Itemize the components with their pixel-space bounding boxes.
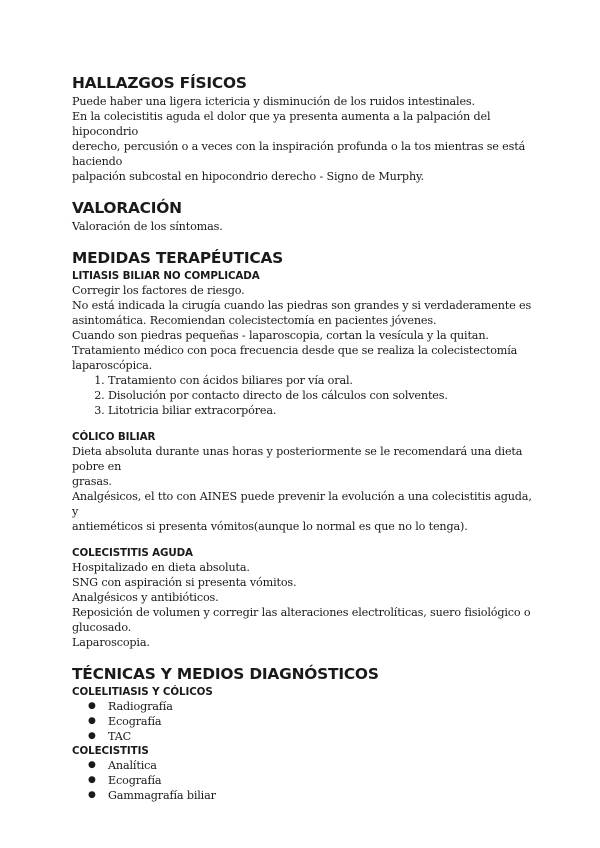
bullet-icon: ●	[88, 701, 96, 711]
subsection-title-colico: CÓLICO BILIAR	[72, 431, 156, 443]
paragraph: Puede haber una ligera ictericia y disminución de los ruidos intestinales.	[72, 95, 475, 108]
list-item: ● Ecografía	[88, 774, 162, 787]
paragraph: glucosado.	[72, 621, 132, 634]
section-title-hallazgos: HALLAZGOS FÍSICOS	[72, 74, 247, 92]
bullet-icon: ●	[88, 716, 96, 726]
paragraph: Analgésicos, el tto con AINES puede prevenir la evolución a una colecistitis aguda, y	[72, 490, 532, 518]
list-item: ● Analítica	[88, 759, 157, 772]
bullet-icon: ●	[88, 731, 96, 741]
paragraph: Reposición de volumen y corregir las alteraciones electrolíticas, suero fisiológico o	[72, 606, 531, 619]
section-title-medidas: MEDIDAS TERAPÉUTICAS	[72, 249, 284, 267]
list-item: ● Ecografía	[88, 715, 162, 728]
section-title-tecnicas: TÉCNICAS Y MEDIOS DIAGNÓSTICOS	[72, 665, 379, 683]
paragraph: En la colecistitis aguda el dolor que ya presenta aumenta a la palpación del hipocondrio	[72, 110, 491, 138]
list-item: ● TAC	[88, 730, 132, 743]
paragraph: Corregir los factores de riesgo.	[72, 284, 245, 297]
paragraph: Laparoscopia.	[72, 636, 150, 649]
list-item: 3. Litotricia biliar extracorpórea.	[108, 403, 532, 418]
paragraph: grasas.	[72, 475, 112, 488]
paragraph: Dieta absoluta durante unas horas y posteriormente se le recomendará una dieta pobre en	[72, 445, 523, 473]
paragraph: SNG con aspiración si presenta vómitos.	[72, 576, 297, 589]
paragraph: Analgésicos y antibióticos.	[72, 591, 219, 604]
paragraph: laparoscópica.	[72, 359, 153, 372]
subsection-title-colecistitis: COLECISTITIS AGUDA	[72, 547, 193, 559]
list-item: 1. Tratamiento con ácidos biliares por vía oral.	[108, 373, 532, 388]
paragraph: Cuando son piedras pequeñas - laparoscopia, cortan la vesícula y la quitan.	[72, 329, 489, 342]
paragraph: Hospitalizado en dieta absoluta.	[72, 561, 250, 574]
subsection-title-colecistitis-diag: COLECISTITIS	[72, 745, 149, 757]
bullet-icon: ●	[88, 775, 96, 785]
paragraph: palpación subcostal en hipocondrio derecho - Signo de Murphy.	[72, 170, 425, 183]
document-content	[72, 72, 532, 803]
subsection-title-colelitiasis: COLELITIASIS Y CÓLICOS	[72, 686, 213, 698]
section-title-valoracion: VALORACIÓN	[72, 199, 182, 217]
subsection-title-litiasis: LITIASIS BILIAR NO COMPLICADA	[72, 270, 260, 282]
bullet-list-colelitiasis	[72, 699, 532, 744]
list-item: 2. Disolución por contacto directo de los cálculos con solventes.	[108, 388, 532, 403]
paragraph: Tratamiento médico con poca frecuencia desde que se realiza la colecistectomía	[72, 344, 518, 357]
list-item: ● Radiografía	[88, 700, 173, 713]
paragraph: derecho, percusión o a veces con la inspiración profunda o la tos mientras se está haciendo	[72, 140, 526, 168]
list-item: ● Gammagrafía biliar	[88, 789, 216, 802]
numbered-list-treatments	[72, 373, 532, 418]
bullet-icon: ●	[88, 790, 96, 800]
paragraph: antieméticos si presenta vómitos(aunque lo normal es que no lo tenga).	[72, 520, 468, 533]
paragraph: Valoración de los síntomas.	[72, 220, 223, 233]
paragraph: asintomática. Recomiendan colecistectomía en pacientes jóvenes.	[72, 314, 437, 327]
paragraph: No está indicada la cirugía cuando las piedras son grandes y si verdaderamente es	[72, 299, 532, 312]
bullet-icon: ●	[88, 760, 96, 770]
bullet-list-colecistitis	[72, 758, 532, 803]
